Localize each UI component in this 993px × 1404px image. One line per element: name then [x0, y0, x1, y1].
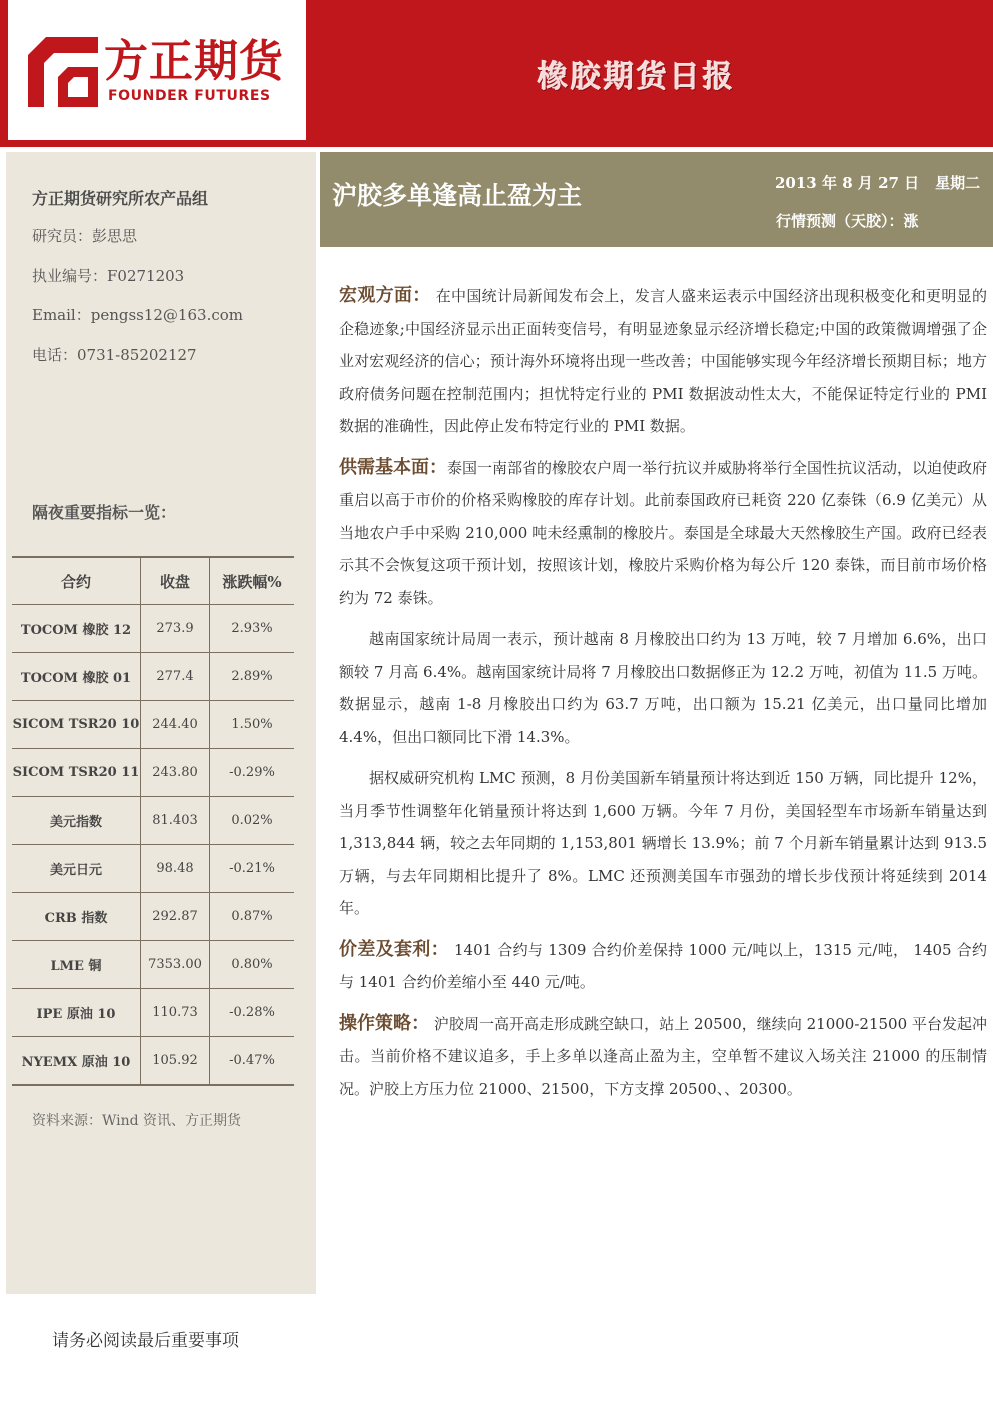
table-row: [12, 1037, 294, 1086]
cell-close: 98.48: [141, 845, 210, 893]
report-header: [0, 0, 993, 147]
cell-change: -0.21%: [210, 845, 295, 893]
strategy-text: 沪胶周一高开高走形成跳空缺口，站上 20500，继续向 21000-21500 平台发起冲击。当前价格不建议追多，手上多单以逢高止盈为主，空单暂不建议入场关注 21000 的压制情况。沪胶上方压力位 21000、21500，下方支撑 20500、、20300。: [339, 1014, 988, 1098]
cell-contract: LME 铜: [12, 941, 141, 989]
market-forecast: 行情预测（天胶）：涨: [776, 212, 919, 230]
report-date: [775, 172, 980, 193]
strategy-paragraph: [339, 1008, 987, 1106]
indicators-title: 隔夜重要指标一览：: [32, 503, 177, 522]
cell-contract: IPE 原油 10: [12, 989, 141, 1037]
table-row: [12, 893, 294, 941]
macro-paragraph: [339, 280, 987, 443]
col-header-change: 涨跌幅%: [210, 557, 295, 605]
lmc-paragraph: 据权威研究机构 LMC 预测，8 月份美国新车销量预计将达到近 150 万辆，同比提升 12%，当月季节性调整年化销量预计将达到 1,600 万辆。今年 7 月份，美国轻型车市场新车销量达到 1,313,844 辆，较之去年同期的 1,153,801 辆增长 13.9%；前 7 个月新车销量累计达到 913.5 万辆，与去年同期相比提升了 8%。LMC 还预测美国车市强劲的增长步伐预计将延续到 2014 年。: [339, 769, 987, 917]
table-row: [12, 605, 294, 653]
cell-change: 2.89%: [210, 653, 295, 701]
cell-change: 0.80%: [210, 941, 295, 989]
supply-heading: 供需基本面：: [339, 456, 447, 478]
cell-change: 0.87%: [210, 893, 295, 941]
report-body: [339, 280, 987, 1105]
cell-change: 2.93%: [210, 605, 295, 653]
cell-contract: 美元日元: [12, 845, 141, 893]
founder-logo-icon: [28, 37, 98, 107]
spread-paragraph: [339, 934, 987, 999]
disclaimer-note: 请务必阅读最后重要事项: [52, 1331, 239, 1351]
table-row: [12, 749, 294, 797]
data-source-note: 资料来源：Wind 资讯、方正期货: [32, 1113, 242, 1129]
cell-contract: SICOM TSR20 11: [12, 749, 141, 797]
cell-change: -0.28%: [210, 989, 295, 1037]
table-row: [12, 797, 294, 845]
cell-close: 105.92: [141, 1037, 210, 1086]
col-header-close: 收盘: [141, 557, 210, 605]
research-team: 方正期货研究所农产品组: [32, 189, 209, 208]
cell-change: -0.29%: [210, 749, 295, 797]
table-header-row: [12, 557, 294, 605]
macro-text: 在中国统计局新闻发布会上，发言人盛来运表示中国经济出现积极变化和更明显的企稳迹象;中国经济显示出正面转变信号，有明显迹象显示经济增长稳定;中国的政策微调增强了企业对宏观经济的信心；预计海外环境将出现一些改善；中国能够实现今年经济增长预期目标；地方政府债务问题在控制范围内；担忧特定行业的 PMI 数据波动性太大，不能保证特定行业的 PMI 数据的准确性，因此停止发布特定行业的 PMI 数据。: [339, 287, 988, 435]
vietnam-paragraph: 越南国家统计局周一表示，预计越南 8 月橡胶出口约为 13 万吨，较 7 月增加 6.6%，出口额较 7 月高 6.4%。越南国家统计局将 7 月橡胶出口数据修正为 12.2 万吨，初值为 11.5 万吨。数据显示，越南 1-8 月橡胶出口约为 63.7 万吨，出口额为 15.21 亿美元，出口量同比增加 4.4%，但出口额同比下滑 14.3%。: [339, 630, 987, 746]
cell-contract: SICOM TSR20 10: [12, 701, 141, 749]
table-row: [12, 653, 294, 701]
cell-change: 1.50%: [210, 701, 295, 749]
spread-text: 1401 合约与 1309 合约价差保持 1000 元/吨以上，1315 元/吨， 1405 合约与 1401 合约价差缩小至 440 元/吨。: [339, 940, 987, 991]
cell-change: 0.02%: [210, 797, 295, 845]
cell-contract: TOCOM 橡胶 01: [12, 653, 141, 701]
cell-change: -0.47%: [210, 1037, 295, 1086]
supply-paragraph: [339, 452, 987, 615]
weekday-text: 星期二: [935, 174, 981, 192]
report-title: 橡胶期货日报: [538, 60, 736, 95]
report-headline: 沪胶多单逢高止盈为主: [332, 181, 583, 210]
logo-english-name: FOUNDER FUTURES: [108, 88, 271, 104]
phone-number: 电话：0731-85202127: [32, 346, 197, 364]
cell-contract: CRB 指数: [12, 893, 141, 941]
table-row: [12, 989, 294, 1037]
spread-heading: 价差及套利：: [339, 938, 449, 960]
cell-close: 292.87: [141, 893, 210, 941]
cell-close: 273.9: [141, 605, 210, 653]
cell-contract: 美元指数: [12, 797, 141, 845]
date-text: 2013 年 8 月 27 日: [775, 174, 920, 192]
cell-close: 110.73: [141, 989, 210, 1037]
strategy-heading: 操作策略：: [339, 1012, 430, 1034]
cell-close: 277.4: [141, 653, 210, 701]
cell-close: 7353.00: [141, 941, 210, 989]
cell-contract: NYEMX 原油 10: [12, 1037, 141, 1086]
cell-close: 81.403: [141, 797, 210, 845]
table-row: [12, 941, 294, 989]
supply-text: 泰国一南部省的橡胶农户周一举行抗议并威胁将举行全国性抗议活动，以迫使政府重启以高于市价的价格采购橡胶的库存计划。此前泰国政府已耗资 220 亿泰铢（6.9 亿美元）从当地农户手中采购 210,000 吨未经熏制的橡胶片。泰国是全球最大天然橡胶生产国。政府已经表示其不会恢复这项干预计划，按照该计划，橡胶片采购价格为每公斤 120 泰铢，而目前市场价格约为 72 泰铢。: [339, 458, 988, 607]
indicator-table: [12, 556, 294, 1086]
cell-close: 243.80: [141, 749, 210, 797]
table-row: [12, 701, 294, 749]
email-address[interactable]: Email：pengss12@163.com: [32, 306, 243, 324]
researcher-name: 研究员：彭思思: [32, 227, 138, 245]
macro-heading: 宏观方面：: [339, 285, 431, 306]
logo-chinese-name: 方正期货: [104, 36, 284, 87]
cell-contract: TOCOM 橡胶 12: [12, 605, 141, 653]
license-number: 执业编号：F0271203: [32, 267, 185, 285]
table-row: [12, 845, 294, 893]
cell-close: 244.40: [141, 701, 210, 749]
col-header-contract: 合约: [12, 557, 141, 605]
